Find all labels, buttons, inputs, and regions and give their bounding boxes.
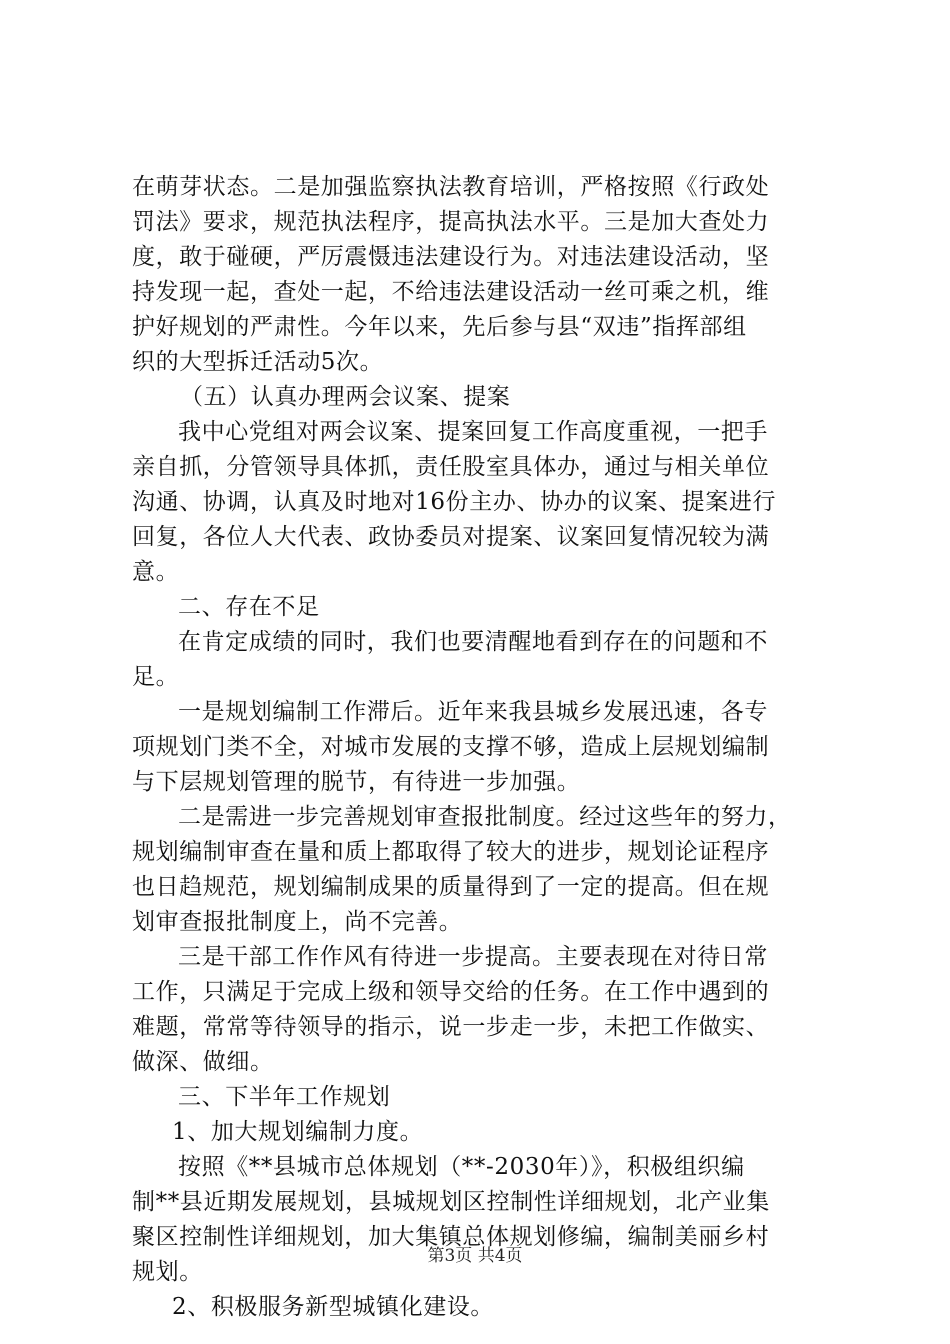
subsection-heading: 2、积极服务新型城镇化建设。 [172,1294,495,1320]
paragraph-line: 足。 [132,664,180,690]
paragraph-line: 与下层规划管理的脱节，有待进一步加强。 [132,769,581,795]
paragraph-line: 度，敢于碰硬，严厉震慑违法建设行为。对违法建设活动，坚 [132,244,770,270]
section-heading: （五）认真办理两会议案、提案 [180,384,511,410]
paragraph-line: 规划。 [132,1259,203,1285]
paragraph-line: 划审查报批制度上，尚不完善。 [132,909,463,935]
section-heading: 三、下半年工作规划 [178,1084,391,1110]
document-body [132,170,832,1325]
paragraph-line: 沟通、协调，认真及时地对16份主办、协办的议案、提案进行 [132,489,777,515]
paragraph-line: 制**县近期发展规划，县城规划区控制性详细规划，北产业集 [132,1189,770,1215]
subsection-heading: 1、加大规划编制力度。 [172,1119,424,1145]
paragraph-line: 聚区控制性详细规划，加大集镇总体规划修编，编制美丽乡村 [132,1224,770,1250]
paragraph-line: 也日趋规范，规划编制成果的质量得到了一定的提高。但在规 [132,874,770,900]
page-number-footer: 第3页 共4页 [427,1246,523,1266]
paragraph-line: 持发现一起，查处一起，不给违法建设活动一丝可乘之机，维 [132,279,770,305]
paragraph-line: 按照《**县城市总体规划（**-2030年）》，积极组织编 [178,1154,745,1180]
paragraph-line: 亲自抓，分管领导具体抓，责任股室具体办，通过与相关单位 [132,454,770,480]
paragraph-line: 在萌芽状态。二是加强监察执法教育培训，严格按照《行政处 [132,174,770,200]
paragraph-line: 做深、做细。 [132,1049,274,1075]
paragraph-line: 三是干部工作作风有待进一步提高。主要表现在对待日常 [178,944,768,970]
paragraph-line: 二是需进一步完善规划审查报批制度。经过这些年的努力， [178,804,792,830]
paragraph-line: 在肯定成绩的同时，我们也要清醒地看到存在的问题和不 [178,629,768,655]
paragraph-line: 规划编制审查在量和质上都取得了较大的进步，规划论证程序 [132,839,770,865]
paragraph-line: 意。 [132,559,180,585]
paragraph-line: 我中心党组对两会议案、提案回复工作高度重视，一把手 [178,419,768,445]
paragraph-line: 一是规划编制工作滞后。近年来我县城乡发展迅速，各专 [178,699,768,725]
paragraph-line: 项规划门类不全，对城市发展的支撑不够，造成上层规划编制 [132,734,770,760]
paragraph-line: 护好规划的严肃性。今年以来，先后参与县“双违”指挥部组 [132,314,747,340]
paragraph-line: 罚法》要求，规范执法程序，提高执法水平。三是加大查处力 [132,209,770,235]
paragraph-line: 工作，只满足于完成上级和领导交给的任务。在工作中遇到的 [132,979,770,1005]
paragraph-line: 织的大型拆迁活动5次。 [132,349,384,375]
paragraph-line: 回复，各位人大代表、政协委员对提案、议案回复情况较为满 [132,524,770,550]
paragraph-line: 难题，常常等待领导的指示，说一步走一步，未把工作做实、 [132,1014,770,1040]
section-heading: 二、存在不足 [178,594,320,620]
